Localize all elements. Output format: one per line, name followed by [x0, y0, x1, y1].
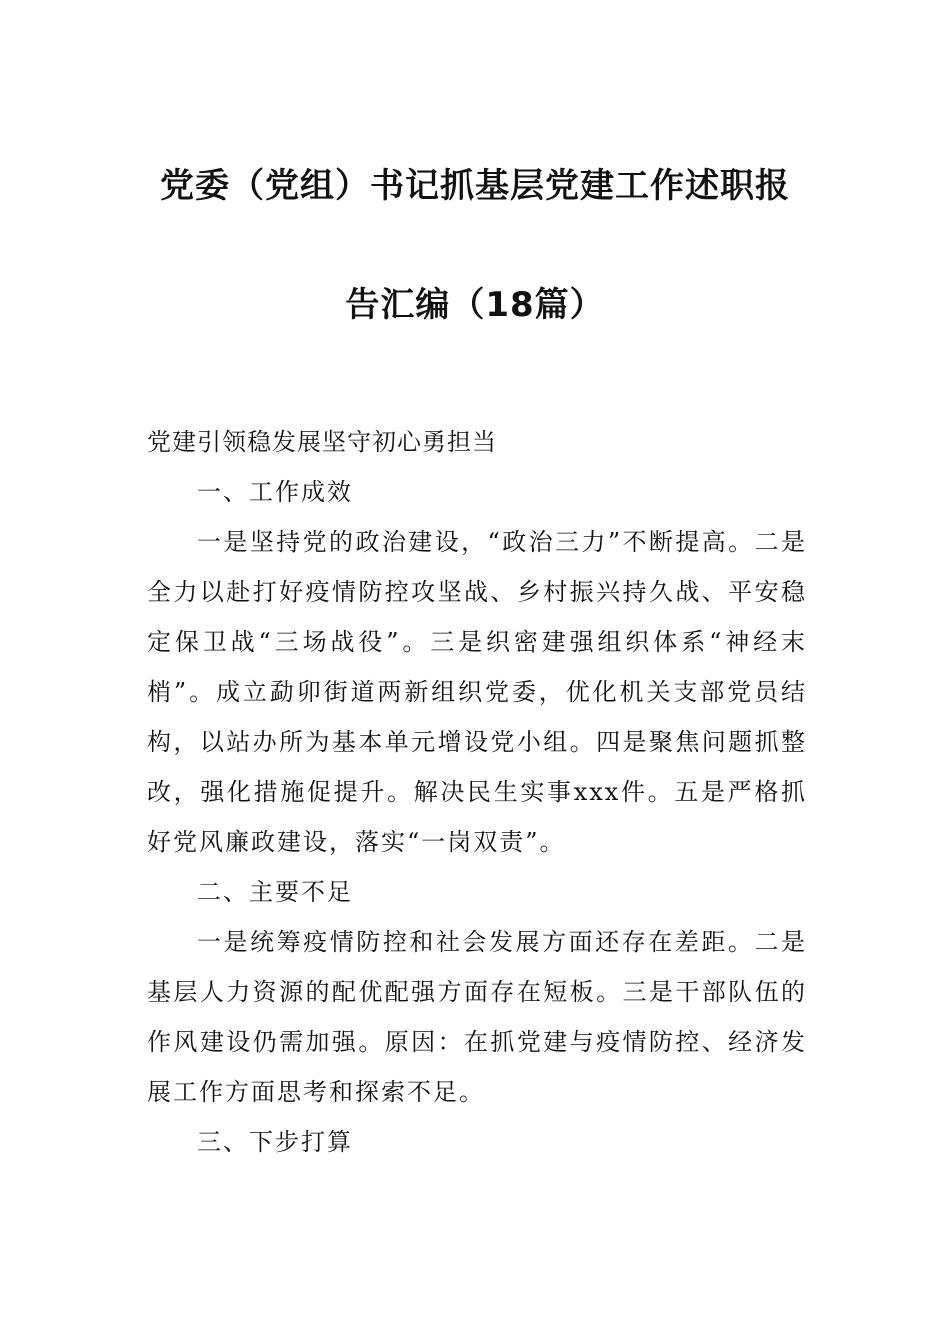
section-paragraph-shortcomings: 一是统筹疫情防控和社会发展方面还存在差距。二是基层人力资源的配优配强方面存在短板。三是干部队伍的作风建设仍需加强。原因：在抓党建与疫情防控、经济发展工作方面思考和探索不足。 [147, 928, 807, 1106]
document-body [147, 417, 807, 1167]
document-title-line-1: 党委（党组）书记抓基层党建工作述职报 [160, 166, 790, 206]
section-heading-next-steps: 三、下步打算 [197, 1128, 353, 1156]
section-heading-achievements: 一、工作成效 [197, 478, 353, 506]
article-subtitle: 党建引领稳发展坚守初心勇担当 [147, 428, 497, 456]
section-heading-shortcomings: 二、主要不足 [197, 878, 353, 906]
section-paragraph-achievements: 一是坚持党的政治建设，“政治三力”不断提高。二是全力以赴打好疫情防控攻坚战、乡村振兴持久战、平安稳定保卫战“三场战役”。三是织密建强组织体系“神经末梢”。成立勐卯街道两新组织党委，优化机关支部党员结构，以站办所为基本单元增设党小组。四是聚焦问题抓整改，强化措施促提升。解决民生实事xxx件。五是严格抓好党风廉政建设，落实“一岗双责”。 [147, 528, 807, 856]
document-title-line-2: 告汇编（18篇） [345, 285, 605, 325]
